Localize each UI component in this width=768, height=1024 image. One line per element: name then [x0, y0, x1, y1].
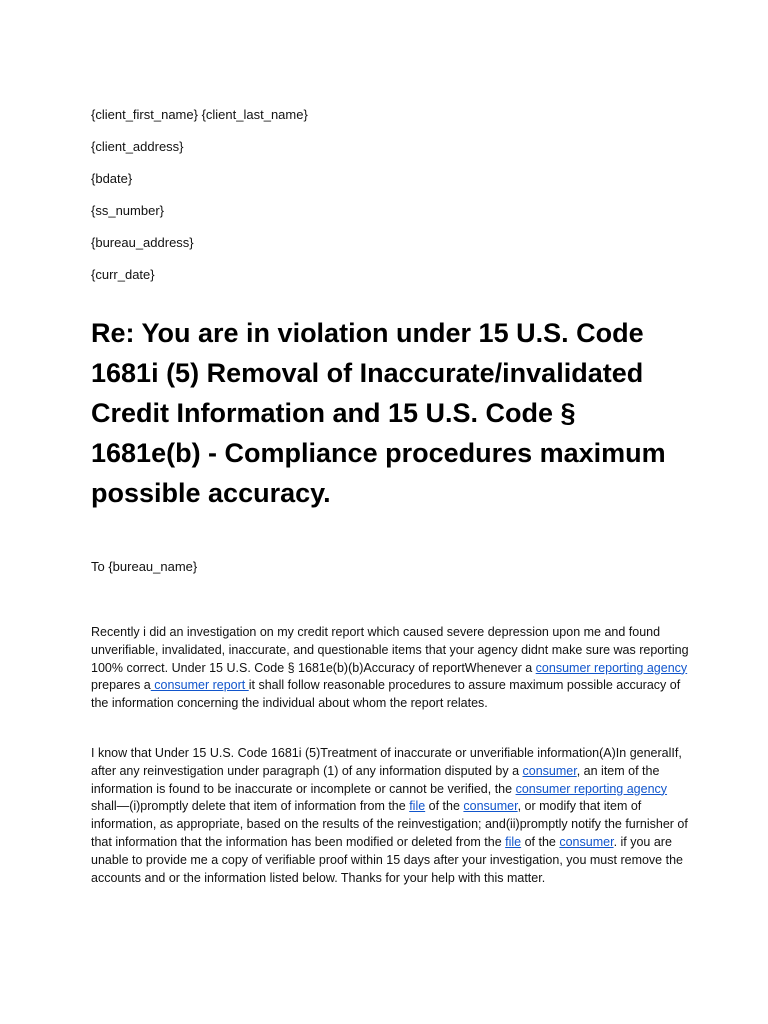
client-name: {client_first_name} {client_last_name}: [91, 107, 308, 122]
paragraph-text: it shall follow reasonable procedures to assure maximum possible accuracy of the information concerning the individual about whom the report relates.: [91, 678, 681, 711]
paragraph-text: shall—(i)promptly delete that item of information from the: [91, 799, 410, 814]
paragraph-text: , an item of the information is found to be inaccurate or incomplete or cannot be verified, the: [91, 763, 660, 796]
paragraph-text: , or modify that item of information, as appropriate, based on the results of the reinvestigation; and(ii)promptly notify the furnisher of that information that the information has been modified or deleted from the: [91, 799, 688, 849]
consumer-link[interactable]: consumer: [559, 834, 614, 849]
letter-title: Re: You are in violation under 15 U.S. Code 1681i (5) Removal of Inaccurate/invalidated Credit Information and 15 U.S. Code § 1681e(b) - Compliance procedures maximum possible accuracy.: [91, 318, 666, 508]
consumer-link[interactable]: consumer: [522, 763, 577, 778]
file-link[interactable]: file: [409, 799, 426, 814]
body-paragraph-1: [91, 624, 689, 713]
address-block: [91, 106, 691, 298]
paragraph-text: I know that Under 15 U.S. Code 1681i (5)Treatment of inaccurate or unverifiable information(A)In generalIf, after any reinvestigation under paragraph (1) of any information disputed by a: [91, 746, 682, 778]
paragraph-text: prepares a: [91, 678, 151, 693]
consumer-reporting-agency-link[interactable]: consumer reporting agency: [535, 660, 688, 675]
consumer-reporting-agency-link[interactable]: consumer reporting agency: [515, 781, 668, 796]
salutation: To {bureau_name}: [91, 559, 198, 574]
consumer-link[interactable]: consumer: [463, 799, 518, 814]
birth-date: {bdate}: [91, 171, 133, 186]
paragraph-text: of the: [521, 834, 560, 849]
file-link[interactable]: file: [505, 834, 522, 849]
body-paragraph-2: [91, 745, 689, 887]
paragraph-text: . if you are unable to provide me a copy of verifiable proof within 15 days after your investigation, you must remove the accounts and or the information listed below. Thanks for your help with this matter.: [91, 834, 683, 885]
current-date: {curr_date}: [91, 267, 155, 282]
ss-number: {ss_number}: [91, 203, 164, 218]
paragraph-text: of the: [425, 799, 464, 814]
paragraph-text: Recently i did an investigation on my credit report which caused severe depression upon me and found unverifiable, invalidated, inaccurate, and questionable items that your agency didnt make sure was reporting 100% correct. Under 15 U.S. Code § 1681e(b)(b)Accuracy of reportWhenever a: [91, 625, 689, 675]
bureau-address: {bureau_address}: [91, 235, 194, 250]
client-address: {client_address}: [91, 139, 184, 154]
consumer-report-link[interactable]: consumer report: [150, 678, 249, 693]
